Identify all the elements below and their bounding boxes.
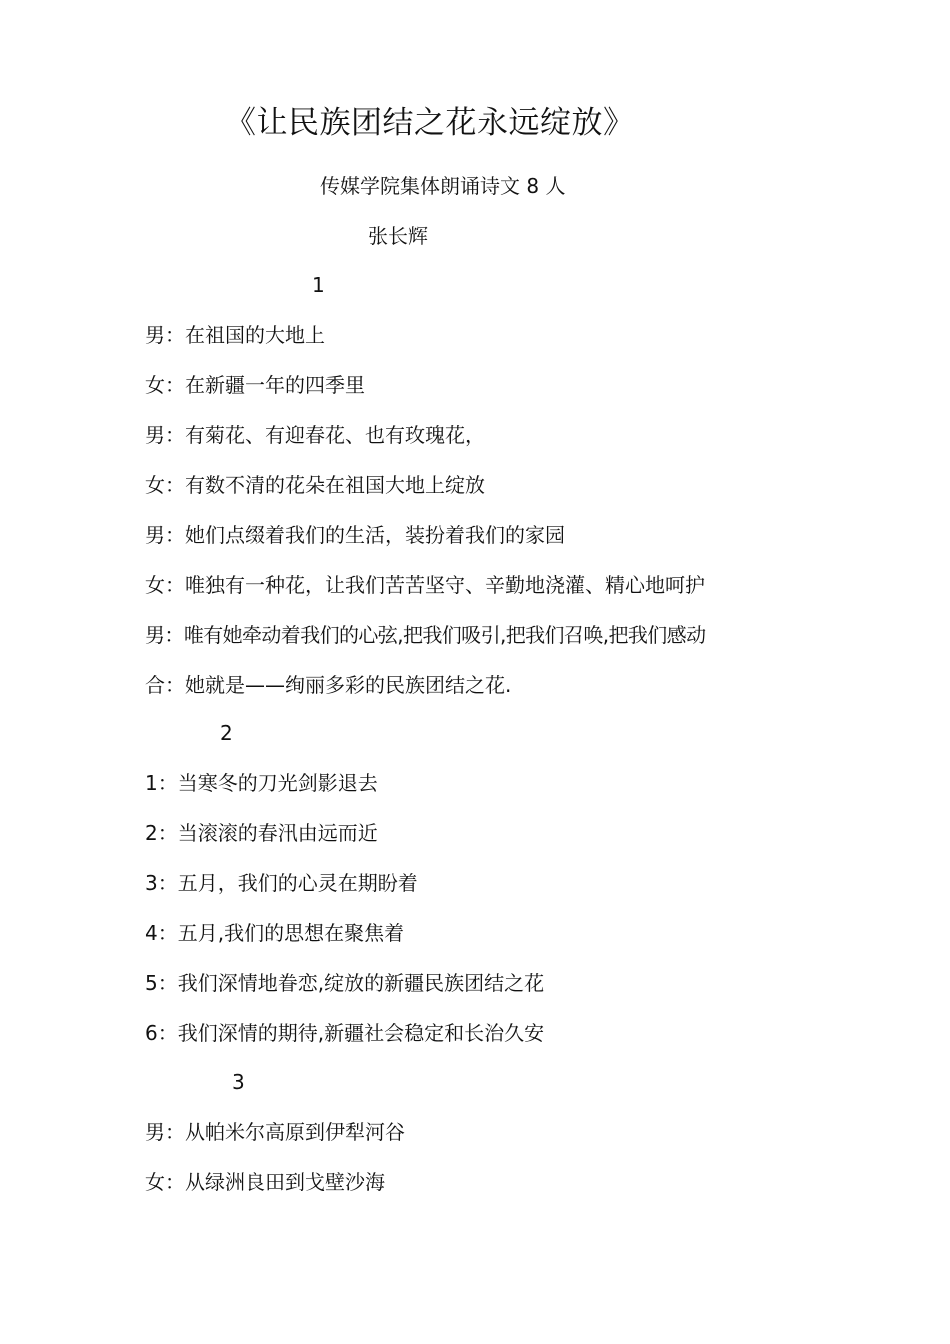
speaker-label: 女： xyxy=(145,573,185,597)
line-text: 她就是——绚丽多彩的民族团结之花. xyxy=(185,673,512,697)
speaker-label: 1： xyxy=(145,771,178,795)
poem-line xyxy=(145,622,706,648)
section-number: 2 xyxy=(220,721,233,745)
line-text: 五月，我们的心灵在期盼着 xyxy=(177,871,418,895)
line-text: 当滚滚的春汛由远而近 xyxy=(177,821,378,845)
poem-line xyxy=(145,1020,544,1046)
poem-line xyxy=(145,870,418,896)
poem-line xyxy=(145,1119,405,1145)
line-text: 我们深情的期待,新疆社会稳定和长治久安 xyxy=(177,1021,545,1045)
line-text: 唯有她牵动着我们的心弦,把我们吸引,把我们召唤,把我们感动 xyxy=(183,623,706,647)
poem-line xyxy=(145,1169,385,1195)
speaker-label: 6： xyxy=(145,1021,178,1045)
document-title: 《让民族团结之花永远绽放》 xyxy=(225,105,635,141)
speaker-label: 2： xyxy=(145,821,178,845)
line-text: 唯独有一种花，让我们苦苦坚守、辛勤地浇灌、精心地呵护 xyxy=(185,573,705,597)
speaker-label: 5： xyxy=(145,971,178,995)
poem-line xyxy=(145,472,485,498)
document-subtitle: 传媒学院集体朗诵诗文 8 人 xyxy=(320,174,566,198)
line-text: 从绿洲良田到戈壁沙海 xyxy=(185,1170,385,1194)
poem-line xyxy=(145,672,511,698)
line-text: 从帕米尔高原到伊犁河谷 xyxy=(185,1120,405,1144)
speaker-label: 女： xyxy=(145,373,185,397)
line-text: 五月,我们的思想在聚焦着 xyxy=(177,921,405,945)
poem-line xyxy=(145,422,485,448)
line-text: 有菊花、有迎春花、也有玫瑰花， xyxy=(185,423,485,447)
section-number: 1 xyxy=(312,273,325,297)
line-text: 在祖国的大地上 xyxy=(185,323,325,347)
speaker-label: 女： xyxy=(145,1170,185,1194)
poem-line xyxy=(145,920,404,946)
line-text: 我们深情地眷恋,绽放的新疆民族团结之花 xyxy=(177,971,545,995)
poem-line xyxy=(145,770,378,796)
speaker-label: 合： xyxy=(145,673,185,697)
speaker-label: 男： xyxy=(145,523,185,547)
line-text: 在新疆一年的四季里 xyxy=(185,373,365,397)
poem-line xyxy=(145,322,325,348)
speaker-label: 男： xyxy=(145,623,184,647)
poem-line xyxy=(145,372,365,398)
poem-line xyxy=(145,820,378,846)
document-author: 张长辉 xyxy=(368,224,428,248)
speaker-label: 男： xyxy=(145,423,185,447)
section-number: 3 xyxy=(232,1070,245,1094)
speaker-label: 4： xyxy=(145,921,178,945)
speaker-label: 3： xyxy=(145,871,178,895)
line-text: 她们点缀着我们的生活，装扮着我们的家园 xyxy=(185,523,565,547)
speaker-label: 男： xyxy=(145,323,185,347)
poem-line xyxy=(145,572,705,598)
poem-line xyxy=(145,970,544,996)
poem-line xyxy=(145,522,565,548)
speaker-label: 男： xyxy=(145,1120,185,1144)
line-text: 有数不清的花朵在祖国大地上绽放 xyxy=(185,473,485,497)
speaker-label: 女： xyxy=(145,473,185,497)
line-text: 当寒冬的刀光剑影退去 xyxy=(177,771,378,795)
